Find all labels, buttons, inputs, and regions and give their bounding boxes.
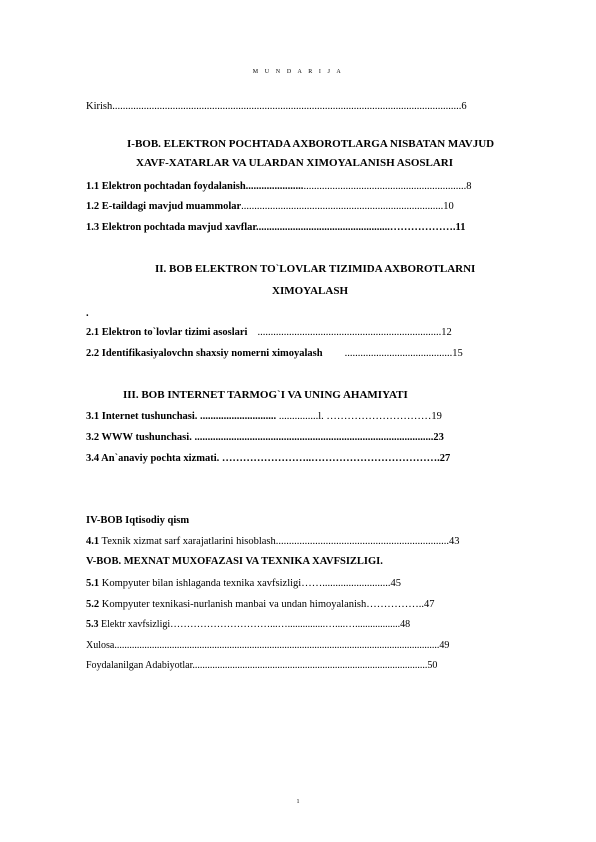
toc-entry-4-1 xyxy=(86,535,460,548)
toc-entry-3-2: 3.2 WWW tushunchasi. ...........................................................................................23 xyxy=(86,432,444,443)
toc-entry-5-3 xyxy=(86,618,410,631)
toc-entry-1-1 xyxy=(86,180,471,193)
toc-entry-kirish: Kirish.....................................................................................................................................6 xyxy=(86,101,467,112)
chapter-5-heading: V-BOB. MEXNAT MUXOFAZASI VA TEXNIKA XAVFSIZLIGI. xyxy=(86,556,383,567)
toc-entry-1-2 xyxy=(86,200,454,213)
toc-entry-3-1-title: 3.1 Internet tushunchasi. ............................. xyxy=(86,411,277,422)
toc-entry-2-1-title: 2.1 Elektron to`lovlar tizimi asoslari xyxy=(86,327,248,338)
chapter-1-heading-line2: XAVF-XATARLAR VA ULARDAN XIMOYALANISH ASOSLARI xyxy=(136,157,454,169)
toc-entry-1-1-title: 1.1 Elektron pochtadan foydalanish...................... xyxy=(86,181,304,192)
toc-entry-3-1 xyxy=(86,410,442,423)
toc-entry-1-3: 1.3 Elektron pochtada mavjud xavflar...................................................……………….11 xyxy=(86,222,466,233)
toc-entry-2-1 xyxy=(86,326,452,339)
chapter-3-heading: III. BOB INTERNET TARMOG`I VA UNING AHAMIYATI xyxy=(123,389,408,401)
toc-entry-2-2-dots: .........................................15 xyxy=(344,348,463,359)
toc-entry-4-1-number: 4.1 xyxy=(86,536,100,547)
toc-entry-adabiyotlar: Foydalanilgan Adabiyotlar..............................................................................................50 xyxy=(86,660,438,671)
toc-entry-5-2-number: 5.2 xyxy=(86,599,100,610)
toc-entry-5-1-text: Kompyuter bilan ishlaganda texnika xavfsizligi……..........................45 xyxy=(99,578,401,589)
page-title: M U N D A R I J A xyxy=(252,69,344,75)
stray-dot: . xyxy=(86,308,89,319)
chapter-1-heading-line1: I-BOB. ELEKTRON POCHTADA AXBOROTLARGA NISBATAN MAVJUD xyxy=(127,138,495,150)
toc-entry-1-1-dots: ..............................................................8 xyxy=(303,181,472,192)
chapter-2-heading-line2: XIMOYALASH xyxy=(272,285,348,297)
toc-entry-2-1-dots: ......................................................................12 xyxy=(257,327,452,338)
toc-entry-3-4: 3.4 An`anaviy pochta xizmati. ……………………..……………………………….27 xyxy=(86,453,451,464)
chapter-2-heading-line1: II. BOB ELEKTRON TO`LOVLAR TIZIMIDA AXBOROTLARNI xyxy=(155,263,476,275)
toc-entry-5-3-number: 5.3 xyxy=(86,619,99,630)
toc-entry-5-3-text: Elektr xavfsizligi…………………………...…...............…....…..................48 xyxy=(98,619,411,630)
toc-entry-2-2-title: 2.2 Identifikasiyalovchn shaxsiy nomerni ximoyalash xyxy=(86,348,323,359)
toc-entry-4-1-text: Texnik xizmat sarf xarajatlarini hisoblash..................................................................43 xyxy=(99,536,460,547)
chapter-4-heading: IV-BOB Iqtisodiy qism xyxy=(86,515,190,526)
toc-entry-2-2 xyxy=(86,347,463,360)
toc-entry-5-1-number: 5.1 xyxy=(86,578,100,589)
page-number: 1 xyxy=(296,799,300,805)
toc-entry-1-2-title: 1.2 E-taildagi mavjud muammolar xyxy=(86,201,242,212)
toc-entry-1-2-dots: .............................................................................10 xyxy=(241,201,454,212)
toc-entry-3-1-dots: ...............l. …………………………19 xyxy=(276,411,442,422)
toc-entry-5-2-text: Kompyuter texnikasi-nurlanish manbai va undan himoyalanish……………..47 xyxy=(99,599,435,610)
toc-entry-5-1 xyxy=(86,577,401,590)
toc-entry-xulosa: Xulosa..................................................................................................................................49 xyxy=(86,640,450,651)
toc-entry-5-2 xyxy=(86,598,434,611)
